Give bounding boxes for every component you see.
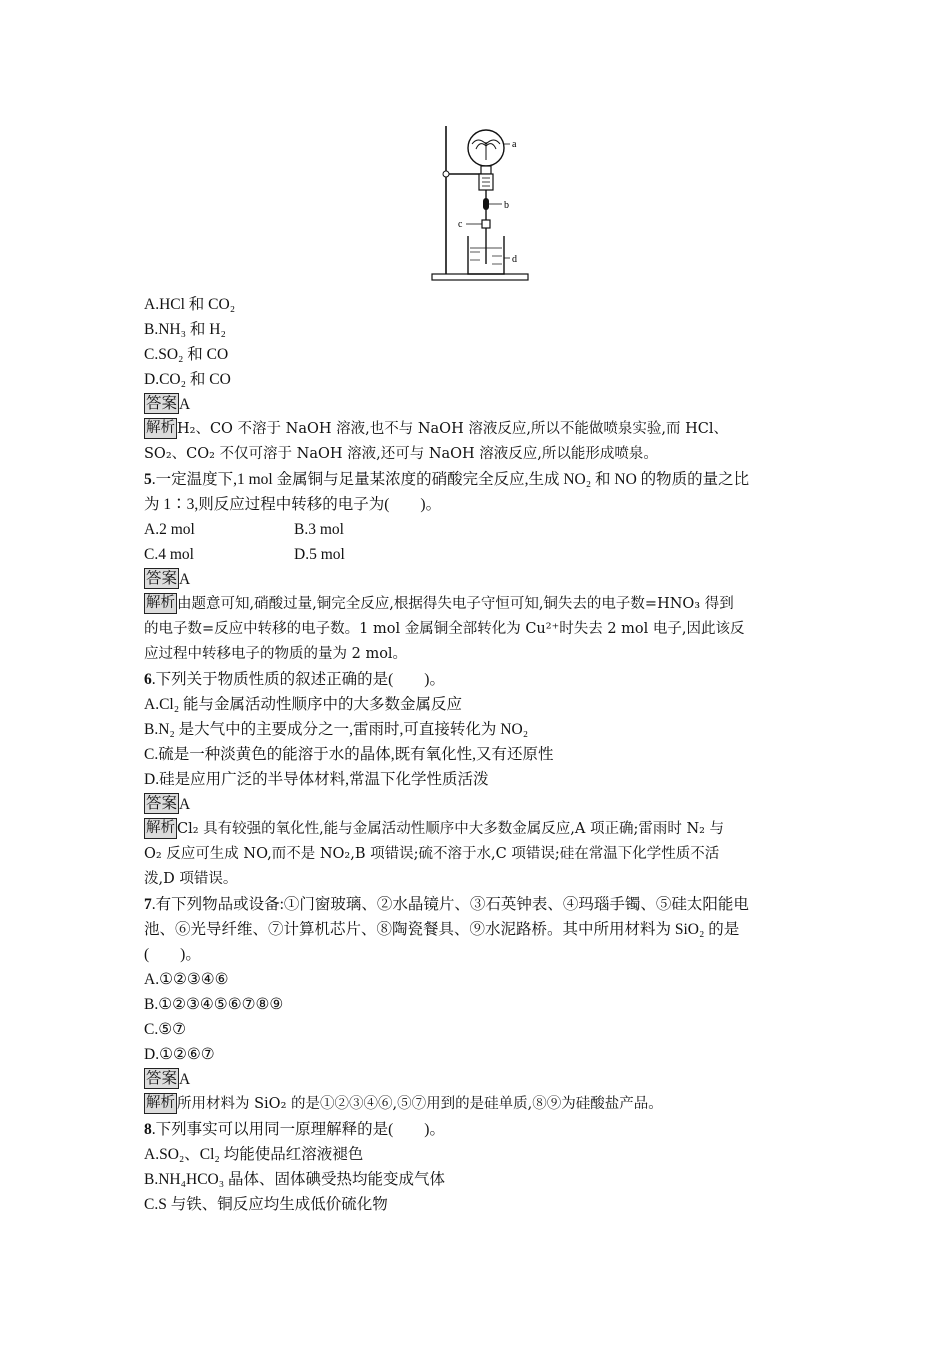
figure-label-a: a [512, 139, 517, 150]
q7-stem-line-2: 池、⑥光导纤维、⑦计算机芯片、⑧陶瓷餐具、⑨水泥路桥。其中所用材料为 SiO₂ 的是 [144, 921, 740, 938]
q6-option-d: D.硅是应用广泛的半导体材料,常温下化学性质活泼 [144, 771, 489, 788]
q5-option-d: D.5 mol [294, 546, 345, 563]
figure-label-d: d [512, 254, 517, 265]
q6-option-a: A.Cl₂ 能与金属活动性顺序中的大多数金属反应 [144, 696, 462, 713]
figure-label-c: c [458, 219, 463, 230]
q6-number: 6 [144, 671, 152, 688]
answer-tag: 答案 [146, 795, 178, 812]
q4-option-b: B.NH₃ 和 H₂ [144, 321, 226, 338]
q8-option-a: A.SO₂、Cl₂ 均能使品红溶液褪色 [144, 1146, 364, 1163]
q7-stem-line-3: ( )。 [144, 946, 201, 963]
q5-option-b: B.3 mol [294, 521, 344, 538]
q6-analysis-line-3: 泼,D 项错误。 [144, 871, 238, 887]
q4-answer-value: A [179, 396, 191, 413]
q8-option-b: B.NH₄HCO₃ 晶体、固体碘受热均能变成气体 [144, 1171, 446, 1188]
figure-label-b: b [504, 200, 509, 211]
q6-stem [144, 667, 812, 692]
q6-analysis-line-2: O₂ 反应可生成 NO,而不是 NO₂,B 项错误;硫不溶于水,C 项错误;硅在常温下化学性质不活 [144, 846, 720, 862]
pinch-clip [482, 220, 490, 228]
q7-analysis-text: 所用材料为 SiO₂ 的是①②③④⑥,⑤⑦用到的是硅单质,⑧⑨为硅酸盐产品。 [177, 1096, 663, 1112]
q6-answer-value: A [179, 796, 191, 813]
q4-analysis-text-1: H₂、CO 不溶于 NaOH 溶液,也不与 NaOH 溶液反应,所以不能做喷泉实验,而 HCl、 [177, 421, 729, 437]
q7-option-d: D.①②⑥⑦ [144, 1046, 215, 1063]
q7-analysis [144, 1092, 812, 1117]
q5-option-a: A.2 mol [144, 521, 195, 538]
stand-base [432, 274, 528, 280]
q4-analysis-line-2: SO₂、CO₂ 不仅可溶于 NaOH 溶液,还可与 NaOH 溶液反应,所以能形成喷泉。 [144, 446, 658, 462]
analysis-tag: 解析 [144, 818, 177, 839]
q5-stem-line-2: 为 1∶3,则反应过程中转移的电子为( )。 [144, 496, 442, 513]
q6-analysis-line-1 [144, 817, 812, 842]
analysis-tag: 解析 [144, 418, 177, 439]
analysis-tag: 解析 [144, 593, 177, 614]
clamp-boss [443, 171, 449, 177]
q7-answer-value: A [179, 1071, 191, 1088]
answer-tag: 答案 [146, 395, 178, 412]
q7-option-b: B.①②③④⑤⑥⑦⑧⑨ [144, 996, 284, 1013]
q4-answer [144, 392, 812, 417]
q7-option-c: C.⑤⑦ [144, 1021, 187, 1038]
q6-answer [144, 792, 812, 817]
q7-stem-line-1 [144, 892, 812, 917]
q5-analysis-line-1 [144, 592, 812, 617]
q4-analysis-line-1 [144, 417, 812, 442]
q5-stem-line-1 [144, 467, 812, 492]
answer-tag: 答案 [146, 1070, 178, 1087]
q8-stem-text: .下列事实可以用同一原理解释的是( )。 [151, 1121, 445, 1138]
q8-stem [144, 1117, 812, 1142]
flask-neck [481, 166, 491, 174]
q4-option-c: C.SO₂ 和 CO [144, 346, 229, 363]
q5-answer [144, 567, 812, 592]
q4-option-d: D.CO₂ 和 CO [144, 371, 231, 388]
q5-number: 5 [144, 471, 152, 488]
q5-option-c: C.4 mol [144, 546, 194, 563]
q8-option-c: C.S 与铁、铜反应均生成低价硫化物 [144, 1196, 388, 1213]
q6-analysis-text-1: Cl₂ 具有较强的氧化性,能与金属活动性顺序中大多数金属反应,A 项正确;雷雨时 N₂ 与 [177, 821, 725, 837]
q6-option-c: C.硫是一种淡黄色的能溶于水的晶体,既有氧化性,又有还原性 [144, 746, 554, 763]
q6-option-b: B.N₂ 是大气中的主要成分之一,雷雨时,可直接转化为 NO₂ [144, 721, 529, 738]
q5-stem-text-1: .一定温度下,1 mol 金属铜与足量某浓度的硝酸完全反应,生成 NO₂ 和 NO 的物质的量之比 [151, 471, 750, 488]
q8-number: 8 [144, 1121, 152, 1138]
q5-analysis-line-2: 的电子数=反应中转移的电子数。1 mol 金属铜全部转化为 Cu²⁺时失去 2 mol 电子,因此该反 [144, 621, 745, 637]
document-content [144, 292, 812, 1217]
q5-options-row-1 [144, 517, 812, 542]
q7-option-a: A.①②③④⑥ [144, 971, 229, 988]
q5-answer-value: A [179, 571, 191, 588]
q7-stem-text-1: .有下列物品或设备:①门窗玻璃、②水晶镜片、③石英钟表、④玛瑙手镯、⑤硅太阳能电 [151, 896, 749, 913]
q6-stem-text: .下列关于物质性质的叙述正确的是( )。 [151, 671, 445, 688]
q7-answer [144, 1067, 812, 1092]
q5-analysis-text-1: 由题意可知,硝酸过量,铜完全反应,根据得失电子守恒可知,铜失去的电子数=HNO₃ 得到 [177, 596, 734, 612]
answer-tag: 答案 [146, 570, 178, 587]
analysis-tag: 解析 [144, 1093, 177, 1114]
q7-number: 7 [144, 896, 152, 913]
fountain-experiment-figure [428, 122, 532, 284]
q5-analysis-line-3: 应过程中转移电子的物质的量为 2 mol。 [144, 646, 408, 662]
q5-options-row-2 [144, 542, 812, 567]
q4-option-a: A.HCl 和 CO₂ [144, 296, 236, 313]
